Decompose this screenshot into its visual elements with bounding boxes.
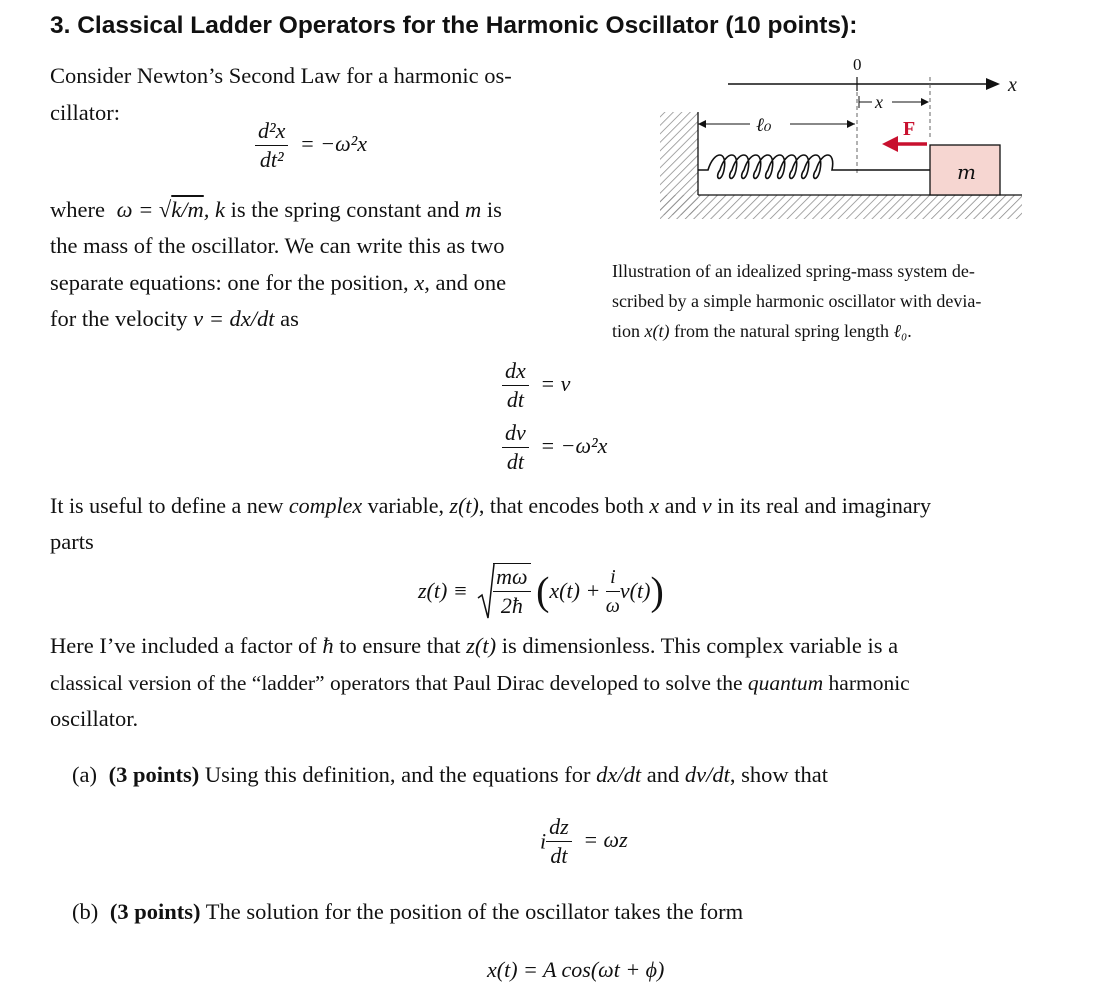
part-label: (a) bbox=[72, 762, 97, 787]
axis-x-label: x bbox=[1008, 74, 1017, 96]
text: v = dx/dt bbox=[193, 306, 275, 331]
v-term: v(t) bbox=[619, 578, 651, 603]
where-line-4 bbox=[50, 301, 299, 337]
paren-close: ) bbox=[650, 568, 664, 614]
text: ħ bbox=[322, 633, 334, 658]
text: separate equations: one for the position, bbox=[50, 270, 415, 295]
problem-title: 3. Classical Ladder Operators for the Harmonic Oscillator (10 points): bbox=[50, 12, 858, 39]
paren-open: ( bbox=[536, 568, 550, 614]
omega-def: ω = √ bbox=[116, 197, 172, 222]
equation-dzdt bbox=[540, 814, 628, 869]
arrowhead-icon bbox=[921, 98, 929, 106]
fraction-denominator: 2ħ bbox=[500, 593, 523, 618]
text: z(t) bbox=[466, 633, 497, 658]
text: ℓ₀ bbox=[893, 321, 908, 341]
equation-solution: x(t) = A cos(ωt + ϕ) bbox=[487, 957, 665, 982]
axis-arrow-icon bbox=[986, 78, 1000, 90]
fraction-numerator: d²x bbox=[255, 118, 288, 146]
deviation-label: x bbox=[875, 92, 883, 112]
text: , k bbox=[203, 197, 226, 222]
equation-dvdt bbox=[502, 420, 607, 475]
fraction-numerator: dz bbox=[546, 814, 572, 842]
where-line-2: the mass of the oscillator. We can write this as two bbox=[50, 233, 505, 258]
arrowhead-icon bbox=[847, 120, 855, 128]
equation-newton bbox=[255, 118, 367, 173]
force-label: F bbox=[903, 118, 916, 140]
equation-lhs: z(t) ≡ bbox=[418, 578, 468, 603]
para-complex-line-2: parts bbox=[50, 529, 94, 554]
equation-rhs: = −ω²x bbox=[299, 130, 367, 156]
fraction-numerator: i bbox=[606, 564, 620, 592]
fraction bbox=[606, 564, 620, 619]
text: variable, bbox=[362, 493, 450, 518]
part-b-prompt bbox=[72, 894, 743, 930]
fraction-denominator: dt bbox=[550, 843, 568, 868]
axis-origin-label: 0 bbox=[853, 55, 862, 74]
text: z(t) bbox=[449, 493, 479, 518]
text: x bbox=[649, 493, 660, 518]
text: , that encodes both bbox=[478, 493, 650, 518]
text: and bbox=[659, 493, 702, 518]
fraction-denominator: dt bbox=[506, 387, 524, 412]
points-label: (3 points) bbox=[108, 762, 200, 787]
para-complex-line-1 bbox=[50, 488, 931, 524]
fraction bbox=[502, 358, 529, 413]
equation-rhs: = ωz bbox=[583, 826, 628, 852]
fraction-numerator: dv bbox=[502, 420, 529, 448]
text: in its real and imaginary bbox=[711, 493, 931, 518]
fraction-numerator: dx bbox=[502, 358, 529, 386]
text: for the velocity bbox=[50, 306, 194, 331]
points-label: (3 points) bbox=[109, 899, 201, 924]
text: quantum bbox=[747, 671, 824, 695]
x-term: x(t) + bbox=[549, 578, 601, 603]
arrowhead-icon bbox=[698, 120, 706, 128]
fraction-numerator: mω bbox=[493, 564, 530, 592]
part-a-prompt bbox=[72, 757, 828, 793]
spring-length-label: ℓ₀ bbox=[756, 114, 772, 136]
fraction-denominator: dt bbox=[506, 449, 524, 474]
fraction bbox=[546, 814, 572, 869]
text: dv/dt bbox=[684, 762, 730, 787]
text: tion bbox=[612, 321, 645, 341]
text: x bbox=[414, 270, 425, 295]
spring-coil bbox=[698, 155, 930, 178]
text: complex bbox=[288, 493, 363, 518]
text: where bbox=[50, 197, 105, 222]
text: v bbox=[701, 493, 712, 518]
text: Using this definition, and the equations for bbox=[199, 762, 597, 787]
mass-label: m bbox=[957, 160, 976, 184]
para-hbar-line-3: oscillator. bbox=[50, 706, 139, 731]
where-line-1 bbox=[50, 192, 502, 228]
text: is bbox=[481, 197, 502, 222]
figure-caption-line-1: Illustration of an idealized spring-mass system de- bbox=[612, 261, 975, 281]
text: to ensure that bbox=[333, 633, 467, 658]
equation-z-definition bbox=[418, 562, 664, 620]
intro-line-2: cillator: bbox=[50, 100, 120, 125]
text: , and one bbox=[424, 270, 507, 295]
sqrt-arg: k/m bbox=[171, 197, 204, 222]
text: The solution for the position of the oscillator takes the form bbox=[200, 899, 744, 924]
figure-caption-line-2: scribed by a simple harmonic oscillator with devia- bbox=[612, 291, 982, 311]
text: dx/dt bbox=[596, 762, 642, 787]
text: is dimensionless. This complex variable is a bbox=[496, 633, 899, 658]
where-line-3 bbox=[50, 265, 506, 301]
text: is the spring constant and bbox=[225, 197, 465, 222]
para-hbar-line-1 bbox=[50, 628, 898, 664]
text: harmonic bbox=[823, 671, 910, 695]
text: as bbox=[274, 306, 299, 331]
sqrt-fraction bbox=[493, 563, 530, 619]
intro-line-1: Consider Newton’s Second Law for a harmonic os- bbox=[50, 63, 512, 88]
equation-dxdt bbox=[502, 358, 570, 413]
text: , show that bbox=[729, 762, 828, 787]
para-hbar-line-2 bbox=[50, 665, 910, 701]
text: classical version of the “ladder” operators that Paul Dirac developed to solve the bbox=[50, 671, 748, 695]
spring-mass-figure bbox=[650, 50, 1040, 230]
part-label: (b) bbox=[72, 899, 99, 924]
sqrt-group bbox=[477, 562, 530, 620]
text: Here I’ve included a factor of bbox=[50, 633, 323, 658]
fraction bbox=[255, 118, 288, 173]
text: It is useful to define a new bbox=[50, 493, 289, 518]
text: m bbox=[464, 197, 482, 222]
equation-rhs: = v bbox=[540, 370, 571, 396]
text: from the natural spring length bbox=[669, 321, 894, 341]
force-arrowhead-icon bbox=[882, 136, 898, 152]
text: x(t) bbox=[644, 321, 670, 341]
floor bbox=[660, 195, 1022, 219]
text: and bbox=[641, 762, 685, 787]
equation-prefix: i bbox=[540, 828, 547, 854]
figure-caption-line-3 bbox=[612, 316, 912, 346]
fraction-denominator: ω bbox=[605, 594, 620, 617]
text: . bbox=[907, 321, 912, 341]
equation-rhs: = −ω²x bbox=[540, 432, 608, 458]
fraction-denominator: dt² bbox=[259, 147, 284, 172]
fraction bbox=[502, 420, 529, 475]
